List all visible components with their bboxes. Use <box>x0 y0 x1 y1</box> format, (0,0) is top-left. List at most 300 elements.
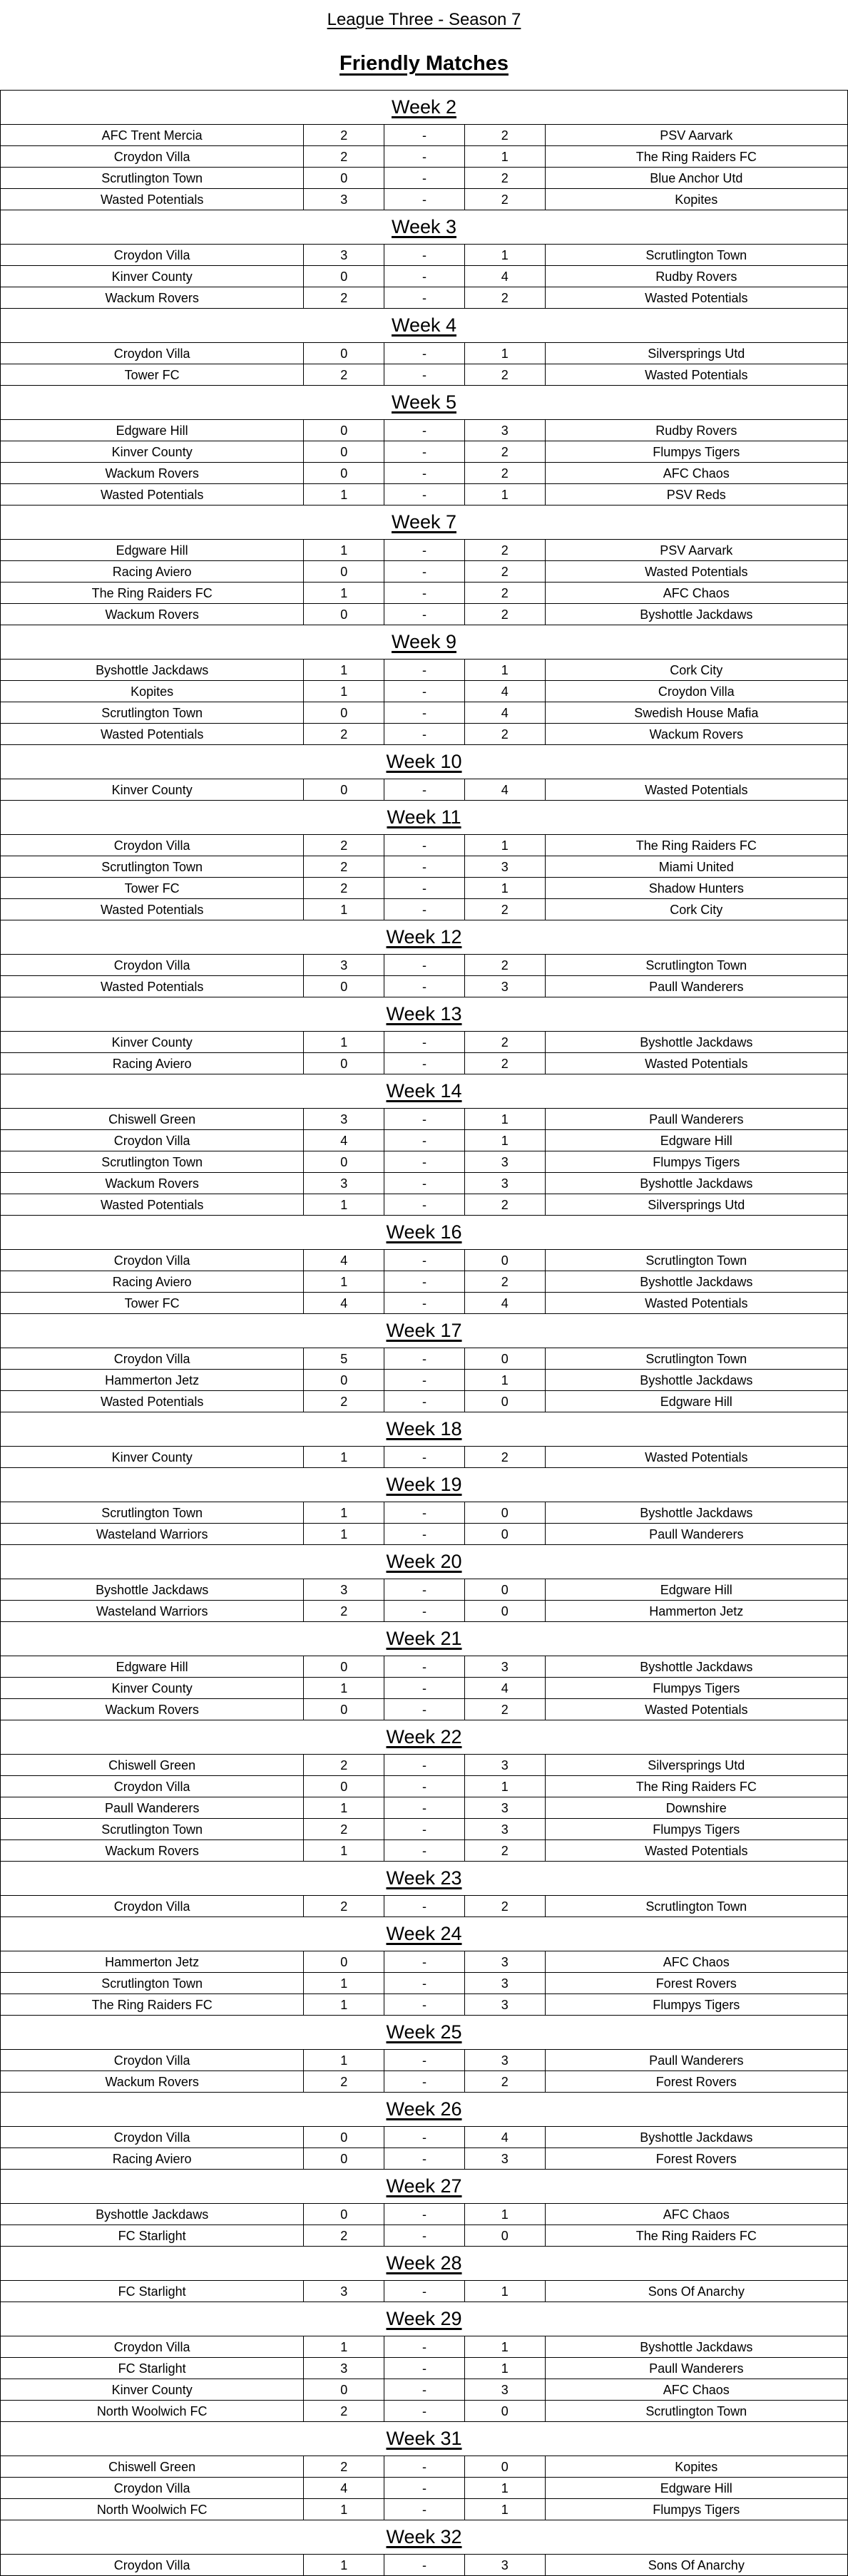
score-separator: - <box>384 2204 464 2225</box>
away-team-name: Scrutlington Town <box>545 1896 847 1916</box>
away-score: 1 <box>464 2204 545 2225</box>
home-score: 1 <box>303 1032 384 1052</box>
match-row <box>1 582 847 603</box>
away-team-name: Scrutlington Town <box>545 1348 847 1369</box>
home-score: 3 <box>303 955 384 975</box>
week-label: Week 24 <box>386 1923 462 1944</box>
match-row <box>1 834 847 856</box>
away-score: 2 <box>464 364 545 385</box>
home-team-name: Edgware Hill <box>116 1659 188 1674</box>
home-team-name: Croydon Villa <box>113 2053 190 2068</box>
away-team-name: Miami United <box>545 856 847 877</box>
home-team-name: Paull Wanderers <box>104 1800 200 1815</box>
score-separator: - <box>384 779 464 800</box>
score-separator: - <box>384 1370 464 1390</box>
score-separator: - <box>384 1391 464 1412</box>
match-row <box>1 1052 847 1074</box>
home-team-name: Scrutlington Town <box>101 1505 203 1520</box>
score-separator: - <box>384 343 464 364</box>
match-row <box>1 603 847 625</box>
week-header <box>1 1412 847 1446</box>
week-header <box>1 2169 847 2203</box>
score-separator: - <box>384 702 464 723</box>
away-score: 2 <box>464 441 545 462</box>
away-score: 3 <box>464 1151 545 1172</box>
match-row <box>1 702 847 723</box>
score-separator: - <box>384 2281 464 2302</box>
away-team-name: Byshottle Jackdaws <box>545 1271 847 1292</box>
away-team-name: AFC Chaos <box>545 1951 847 1972</box>
match-row <box>1 2498 847 2520</box>
week-label: Week 28 <box>386 2252 462 2274</box>
away-score: 0 <box>464 1601 545 1621</box>
away-team-name: The Ring Raiders FC <box>545 1776 847 1797</box>
match-row <box>1 1292 847 1313</box>
home-team-name: Croydon Villa <box>113 1253 190 1268</box>
score-separator: - <box>384 1656 464 1677</box>
match-row <box>1 877 847 898</box>
away-team-name: Sons Of Anarchy <box>545 2555 847 2575</box>
home-score: 2 <box>303 1896 384 1916</box>
match-row <box>1 2357 847 2379</box>
page-title-text: Friendly Matches <box>339 52 509 75</box>
away-score: 1 <box>464 1370 545 1390</box>
match-row <box>1 441 847 462</box>
away-team-name: Wasted Potentials <box>545 1053 847 1074</box>
match-row <box>1 1502 847 1523</box>
score-separator: - <box>384 2358 464 2379</box>
home-score: 1 <box>303 583 384 603</box>
week-header <box>1 2421 847 2456</box>
score-separator: - <box>384 2071 464 2092</box>
away-team-name: Kopites <box>545 189 847 210</box>
score-separator: - <box>384 955 464 975</box>
match-row <box>1 2477 847 2498</box>
away-team-name: Swedish House Mafia <box>545 702 847 723</box>
home-score: 3 <box>303 2358 384 2379</box>
match-row <box>1 1600 847 1621</box>
home-score: 5 <box>303 1348 384 1369</box>
away-team-name: The Ring Raiders FC <box>545 835 847 856</box>
away-team-name: Wasted Potentials <box>545 1447 847 1467</box>
away-team-name: Edgware Hill <box>545 1579 847 1600</box>
score-separator: - <box>384 1194 464 1215</box>
home-score: 1 <box>303 1994 384 2015</box>
home-score: 0 <box>303 1151 384 1172</box>
home-team-name: Wackum Rovers <box>105 466 199 481</box>
home-score: 0 <box>303 1951 384 1972</box>
score-separator: - <box>384 125 464 145</box>
home-score: 2 <box>303 364 384 385</box>
away-team-name: Kopites <box>545 2456 847 2477</box>
week-label: Week 19 <box>386 1474 462 1495</box>
week-label: Week 26 <box>386 2098 462 2120</box>
away-team-name: Shadow Hunters <box>545 878 847 898</box>
home-team-name: Scrutlington Town <box>101 170 203 185</box>
away-score: 3 <box>464 1819 545 1839</box>
away-team-name: Croydon Villa <box>545 681 847 702</box>
home-score: 0 <box>303 2204 384 2225</box>
page-title <box>0 53 848 74</box>
home-team-name: Croydon Villa <box>113 149 190 164</box>
week-header <box>1 2302 847 2336</box>
home-team-name: Croydon Villa <box>113 1899 190 1914</box>
away-score: 3 <box>464 1994 545 2015</box>
home-team-name: Byshottle Jackdaws <box>96 1582 209 1597</box>
away-score: 2 <box>464 125 545 145</box>
away-team-name: AFC Chaos <box>545 2204 847 2225</box>
score-separator: - <box>384 1109 464 1129</box>
home-score: 1 <box>303 1447 384 1467</box>
match-row <box>1 954 847 975</box>
match-row <box>1 1754 847 1775</box>
home-score: 2 <box>303 146 384 167</box>
away-team-name: Wasted Potentials <box>545 561 847 582</box>
home-score: 1 <box>303 2499 384 2520</box>
match-row <box>1 124 847 145</box>
home-team-name: FC Starlight <box>118 2284 186 2299</box>
home-score: 1 <box>303 1840 384 1861</box>
away-team-name: AFC Chaos <box>545 583 847 603</box>
score-separator: - <box>384 1524 464 1544</box>
away-score: 2 <box>464 1447 545 1467</box>
away-team-name: Forest Rovers <box>545 1973 847 1993</box>
score-separator: - <box>384 484 464 505</box>
home-score: 1 <box>303 1194 384 1215</box>
away-score: 1 <box>464 146 545 167</box>
score-separator: - <box>384 681 464 702</box>
away-score: 4 <box>464 702 545 723</box>
away-team-name: Paull Wanderers <box>545 1109 847 1129</box>
match-row <box>1 287 847 308</box>
away-score: 4 <box>464 266 545 287</box>
home-team-name: Croydon Villa <box>113 346 190 361</box>
home-team-name: FC Starlight <box>118 2228 186 2243</box>
away-score: 3 <box>464 2555 545 2575</box>
home-team-name: Wasted Potentials <box>100 487 204 502</box>
home-score: 1 <box>303 1502 384 1523</box>
score-separator: - <box>384 976 464 997</box>
score-separator: - <box>384 1271 464 1292</box>
home-score: 0 <box>303 1370 384 1390</box>
away-team-name: Sons Of Anarchy <box>545 2281 847 2302</box>
away-score: 3 <box>464 1951 545 1972</box>
week-header <box>1 90 847 124</box>
week-header <box>1 744 847 779</box>
home-score: 3 <box>303 189 384 210</box>
score-separator: - <box>384 364 464 385</box>
away-score: 0 <box>464 2456 545 2477</box>
home-score: 2 <box>303 1601 384 1621</box>
week-header <box>1 505 847 539</box>
home-score: 3 <box>303 245 384 265</box>
home-score: 0 <box>303 168 384 188</box>
away-team-name: Wasted Potentials <box>545 779 847 800</box>
score-separator: - <box>384 2456 464 2477</box>
away-team-name: Byshottle Jackdaws <box>545 1656 847 1677</box>
away-team-name: Wasted Potentials <box>545 364 847 385</box>
score-separator: - <box>384 1973 464 1993</box>
home-score: 1 <box>303 1524 384 1544</box>
score-separator: - <box>384 835 464 856</box>
away-team-name: PSV Aarvark <box>545 125 847 145</box>
away-team-name: Cork City <box>545 660 847 680</box>
away-team-name: Silversprings Utd <box>545 343 847 364</box>
week-label: Week 21 <box>386 1628 462 1649</box>
score-separator: - <box>384 2499 464 2520</box>
home-team-name: Kinver County <box>111 2382 193 2397</box>
home-team-name: Wasted Potentials <box>100 1394 204 1409</box>
score-separator: - <box>384 463 464 483</box>
home-team-name: Scrutlington Town <box>101 1822 203 1837</box>
away-score: 1 <box>464 1130 545 1151</box>
home-score: 2 <box>303 287 384 308</box>
week-label: Week 9 <box>391 631 457 652</box>
home-team-name: Wackum Rovers <box>105 1176 199 1191</box>
home-team-name: Kinver County <box>111 782 193 797</box>
match-row <box>1 2225 847 2246</box>
home-score: 2 <box>303 1755 384 1775</box>
week-label: Week 17 <box>386 1320 462 1341</box>
week-label: Week 3 <box>391 216 457 237</box>
home-score: 1 <box>303 1797 384 1818</box>
week-header <box>1 1215 847 1249</box>
away-team-name: Flumpys Tigers <box>545 441 847 462</box>
match-row <box>1 364 847 385</box>
home-team-name: Byshottle Jackdaws <box>96 2207 209 2222</box>
match-row <box>1 1972 847 1993</box>
home-score: 2 <box>303 724 384 744</box>
away-team-name: Paull Wanderers <box>545 976 847 997</box>
away-score: 3 <box>464 976 545 997</box>
match-row <box>1 2554 847 2575</box>
home-score: 2 <box>303 2456 384 2477</box>
away-score: 2 <box>464 1271 545 1292</box>
match-row <box>1 265 847 287</box>
home-team-name: Tower FC <box>124 881 180 896</box>
home-score: 2 <box>303 2071 384 2092</box>
home-score: 0 <box>303 420 384 441</box>
home-team-name: Racing Aviero <box>112 564 192 579</box>
away-score: 0 <box>464 2225 545 2246</box>
score-separator: - <box>384 1776 464 1797</box>
score-separator: - <box>384 2478 464 2498</box>
home-score: 2 <box>303 878 384 898</box>
away-score: 1 <box>464 2336 545 2357</box>
home-score: 0 <box>303 561 384 582</box>
away-team-name: PSV Aarvark <box>545 540 847 560</box>
score-separator: - <box>384 1601 464 1621</box>
away-score: 0 <box>464 1391 545 1412</box>
away-score: 0 <box>464 1502 545 1523</box>
away-score: 2 <box>464 1896 545 1916</box>
home-score: 0 <box>303 2127 384 2147</box>
home-score: 4 <box>303 1293 384 1313</box>
score-separator: - <box>384 441 464 462</box>
away-team-name: Cork City <box>545 899 847 920</box>
match-row <box>1 1895 847 1916</box>
away-team-name: Rudby Rovers <box>545 266 847 287</box>
away-score: 3 <box>464 1973 545 1993</box>
away-score: 2 <box>464 604 545 625</box>
match-row <box>1 898 847 920</box>
match-row <box>1 167 847 188</box>
away-score: 2 <box>464 1840 545 1861</box>
week-label: Week 4 <box>391 314 457 336</box>
week-header <box>1 1720 847 1754</box>
week-label: Week 18 <box>386 1418 462 1440</box>
away-score: 2 <box>464 189 545 210</box>
match-row <box>1 1194 847 1215</box>
match-row <box>1 723 847 744</box>
home-score: 1 <box>303 1678 384 1698</box>
away-score: 2 <box>464 583 545 603</box>
home-team-name: Wackum Rovers <box>105 1843 199 1858</box>
match-row <box>1 1369 847 1390</box>
away-score: 2 <box>464 561 545 582</box>
match-row <box>1 1775 847 1797</box>
score-separator: - <box>384 2148 464 2169</box>
match-row <box>1 2126 847 2147</box>
home-team-name: Tower FC <box>124 367 180 382</box>
match-row <box>1 1129 847 1151</box>
score-separator: - <box>384 1579 464 1600</box>
away-team-name: Flumpys Tigers <box>545 1994 847 2015</box>
weeks-container <box>0 90 848 2576</box>
score-separator: - <box>384 1130 464 1151</box>
home-score: 0 <box>303 2379 384 2400</box>
week-label: Week 29 <box>386 2308 462 2329</box>
away-team-name: Wasted Potentials <box>545 1699 847 1720</box>
match-row <box>1 145 847 167</box>
match-row <box>1 2336 847 2357</box>
home-score: 3 <box>303 1579 384 1600</box>
score-separator: - <box>384 1032 464 1052</box>
away-score: 1 <box>464 660 545 680</box>
score-separator: - <box>384 856 464 877</box>
score-separator: - <box>384 1250 464 1271</box>
match-row <box>1 856 847 877</box>
away-team-name: Byshottle Jackdaws <box>545 2336 847 2357</box>
home-team-name: Kinver County <box>111 269 193 284</box>
away-team-name: Paull Wanderers <box>545 2358 847 2379</box>
score-separator: - <box>384 245 464 265</box>
week-header <box>1 1916 847 1951</box>
away-score: 3 <box>464 420 545 441</box>
home-team-name: Wackum Rovers <box>105 2074 199 2089</box>
home-team-name: Wasted Potentials <box>100 979 204 994</box>
week-label: Week 27 <box>386 2175 462 2197</box>
match-row <box>1 1249 847 1271</box>
away-team-name: Flumpys Tigers <box>545 1151 847 1172</box>
away-score: 2 <box>464 955 545 975</box>
away-team-name: AFC Chaos <box>545 463 847 483</box>
away-score: 1 <box>464 343 545 364</box>
home-team-name: North Woolwich FC <box>96 2502 208 2517</box>
home-team-name: Wackum Rovers <box>105 1702 199 1717</box>
week-label: Week 5 <box>391 391 457 413</box>
home-score: 4 <box>303 1250 384 1271</box>
away-team-name: Byshottle Jackdaws <box>545 1502 847 1523</box>
week-header <box>1 2092 847 2126</box>
away-score: 4 <box>464 681 545 702</box>
away-team-name: Byshottle Jackdaws <box>545 604 847 625</box>
league-title <box>0 0 848 30</box>
week-label: Week 7 <box>391 511 457 533</box>
week-header <box>1 1861 847 1895</box>
home-score: 0 <box>303 1656 384 1677</box>
away-team-name: Flumpys Tigers <box>545 1678 847 1698</box>
away-score: 3 <box>464 1797 545 1818</box>
home-team-name: Kinver County <box>111 1680 193 1695</box>
away-score: 3 <box>464 1656 545 1677</box>
score-separator: - <box>384 1173 464 1194</box>
away-team-name: Flumpys Tigers <box>545 1819 847 1839</box>
home-team-name: Kinver County <box>111 1035 193 1050</box>
match-row <box>1 2147 847 2169</box>
home-team-name: Tower FC <box>124 1295 180 1310</box>
home-score: 1 <box>303 660 384 680</box>
score-separator: - <box>384 1151 464 1172</box>
home-score: 1 <box>303 540 384 560</box>
home-team-name: Racing Aviero <box>112 2151 192 2166</box>
home-score: 1 <box>303 681 384 702</box>
week-header <box>1 625 847 659</box>
match-row <box>1 2400 847 2421</box>
away-team-name: PSV Reds <box>545 484 847 505</box>
away-team-name: Scrutlington Town <box>545 2401 847 2421</box>
home-score: 0 <box>303 1776 384 1797</box>
home-score: 1 <box>303 1271 384 1292</box>
match-row <box>1 1031 847 1052</box>
score-separator: - <box>384 287 464 308</box>
score-separator: - <box>384 1678 464 1698</box>
score-separator: - <box>384 168 464 188</box>
home-team-name: Croydon Villa <box>113 2130 190 2145</box>
away-team-name: Wasted Potentials <box>545 1840 847 1861</box>
away-team-name: The Ring Raiders FC <box>545 146 847 167</box>
home-team-name: AFC Trent Mercia <box>101 128 203 143</box>
away-score: 4 <box>464 1293 545 1313</box>
score-separator: - <box>384 2379 464 2400</box>
home-score: 1 <box>303 484 384 505</box>
week-header <box>1 385 847 419</box>
home-score: 2 <box>303 835 384 856</box>
away-team-name: Downshire <box>545 1797 847 1818</box>
match-row <box>1 1839 847 1861</box>
score-separator: - <box>384 1896 464 1916</box>
score-separator: - <box>384 540 464 560</box>
week-header <box>1 997 847 1031</box>
home-score: 0 <box>303 1053 384 1074</box>
home-team-name: Croydon Villa <box>113 1351 190 1366</box>
score-separator: - <box>384 1840 464 1861</box>
away-team-name: Byshottle Jackdaws <box>545 1032 847 1052</box>
score-separator: - <box>384 1348 464 1369</box>
week-header <box>1 1074 847 1108</box>
away-score: 1 <box>464 1776 545 1797</box>
home-team-name: Racing Aviero <box>112 1056 192 1071</box>
week-header <box>1 1467 847 1502</box>
away-score: 1 <box>464 1109 545 1129</box>
home-score: 2 <box>303 1819 384 1839</box>
away-score: 1 <box>464 878 545 898</box>
home-score: 0 <box>303 702 384 723</box>
match-row <box>1 1523 847 1544</box>
week-header <box>1 210 847 244</box>
home-team-name: Edgware Hill <box>116 543 188 558</box>
home-team-name: Kinver County <box>111 444 193 459</box>
